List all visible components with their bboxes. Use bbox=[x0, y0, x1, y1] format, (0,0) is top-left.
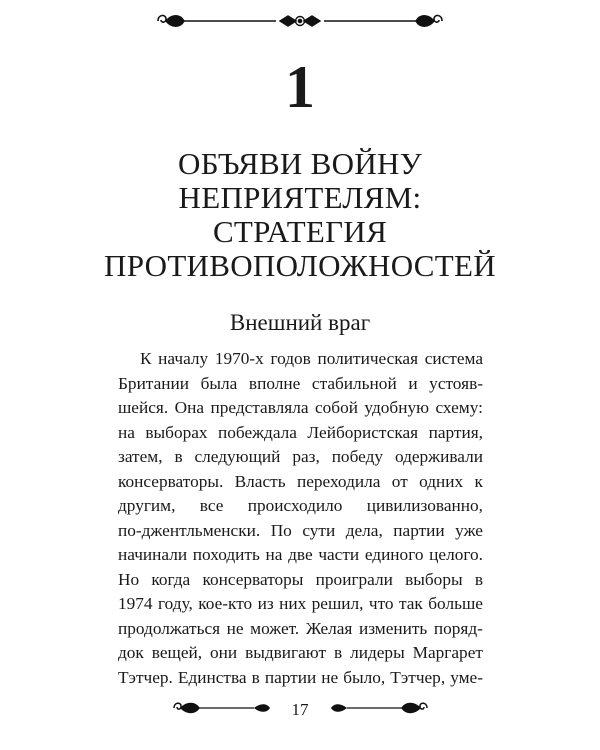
body-line: Британии была вполне стабильной и устояв- bbox=[118, 373, 483, 393]
footer-ornament-left-icon bbox=[168, 698, 278, 722]
body-line: затем, в следующий раз, победу одерживали bbox=[118, 447, 483, 466]
body-line: по-джентльменски. По сути дела, партии уже bbox=[118, 520, 483, 540]
body-line: начинали походить на две части единого целого. bbox=[118, 545, 483, 564]
body-line: шейся. Она представляла собой удобную схему: bbox=[118, 398, 483, 417]
body-line: док вещей, они выдвигают в лидеры Маргарет bbox=[118, 643, 483, 662]
body-line: продолжаться не может. Желая изменить поряд- bbox=[118, 618, 483, 638]
body-line: Тэтчер. Единства в партии не было, Тэтчер, уме- bbox=[118, 667, 483, 687]
top-ornament-icon bbox=[150, 8, 450, 34]
chapter-title bbox=[60, 147, 540, 283]
page-footer bbox=[0, 698, 600, 722]
footer-ornament-right-icon bbox=[323, 698, 433, 722]
chapter-title-line: ПРОТИВОПОЛОЖНОСТЕЙ bbox=[104, 248, 496, 283]
chapter-title-line: НЕПРИЯТЕЛЯМ: bbox=[178, 180, 422, 215]
body-line: Но когда консерваторы проиграли выборы в bbox=[118, 569, 483, 589]
chapter-title-line: ОБЪЯВИ ВОЙНУ bbox=[178, 146, 422, 181]
body-line: К началу 1970-х годов политическая система bbox=[140, 349, 483, 368]
body-text bbox=[118, 347, 483, 690]
body-line: на выборах побеждала Лейбористская партия, bbox=[118, 422, 483, 442]
body-line: 1974 году, кое-кто из них решил, что так больше bbox=[118, 594, 483, 613]
body-line: консерваторы. Власть переходила от одних к bbox=[118, 471, 483, 491]
body-line: другим, все происходило цивилизованно, bbox=[118, 496, 483, 515]
section-title: Внешний враг bbox=[229, 310, 371, 335]
chapter-title-line: СТРАТЕГИЯ bbox=[212, 214, 388, 249]
chapter-number: 1 bbox=[285, 54, 315, 120]
page-number: 17 bbox=[291, 700, 309, 719]
